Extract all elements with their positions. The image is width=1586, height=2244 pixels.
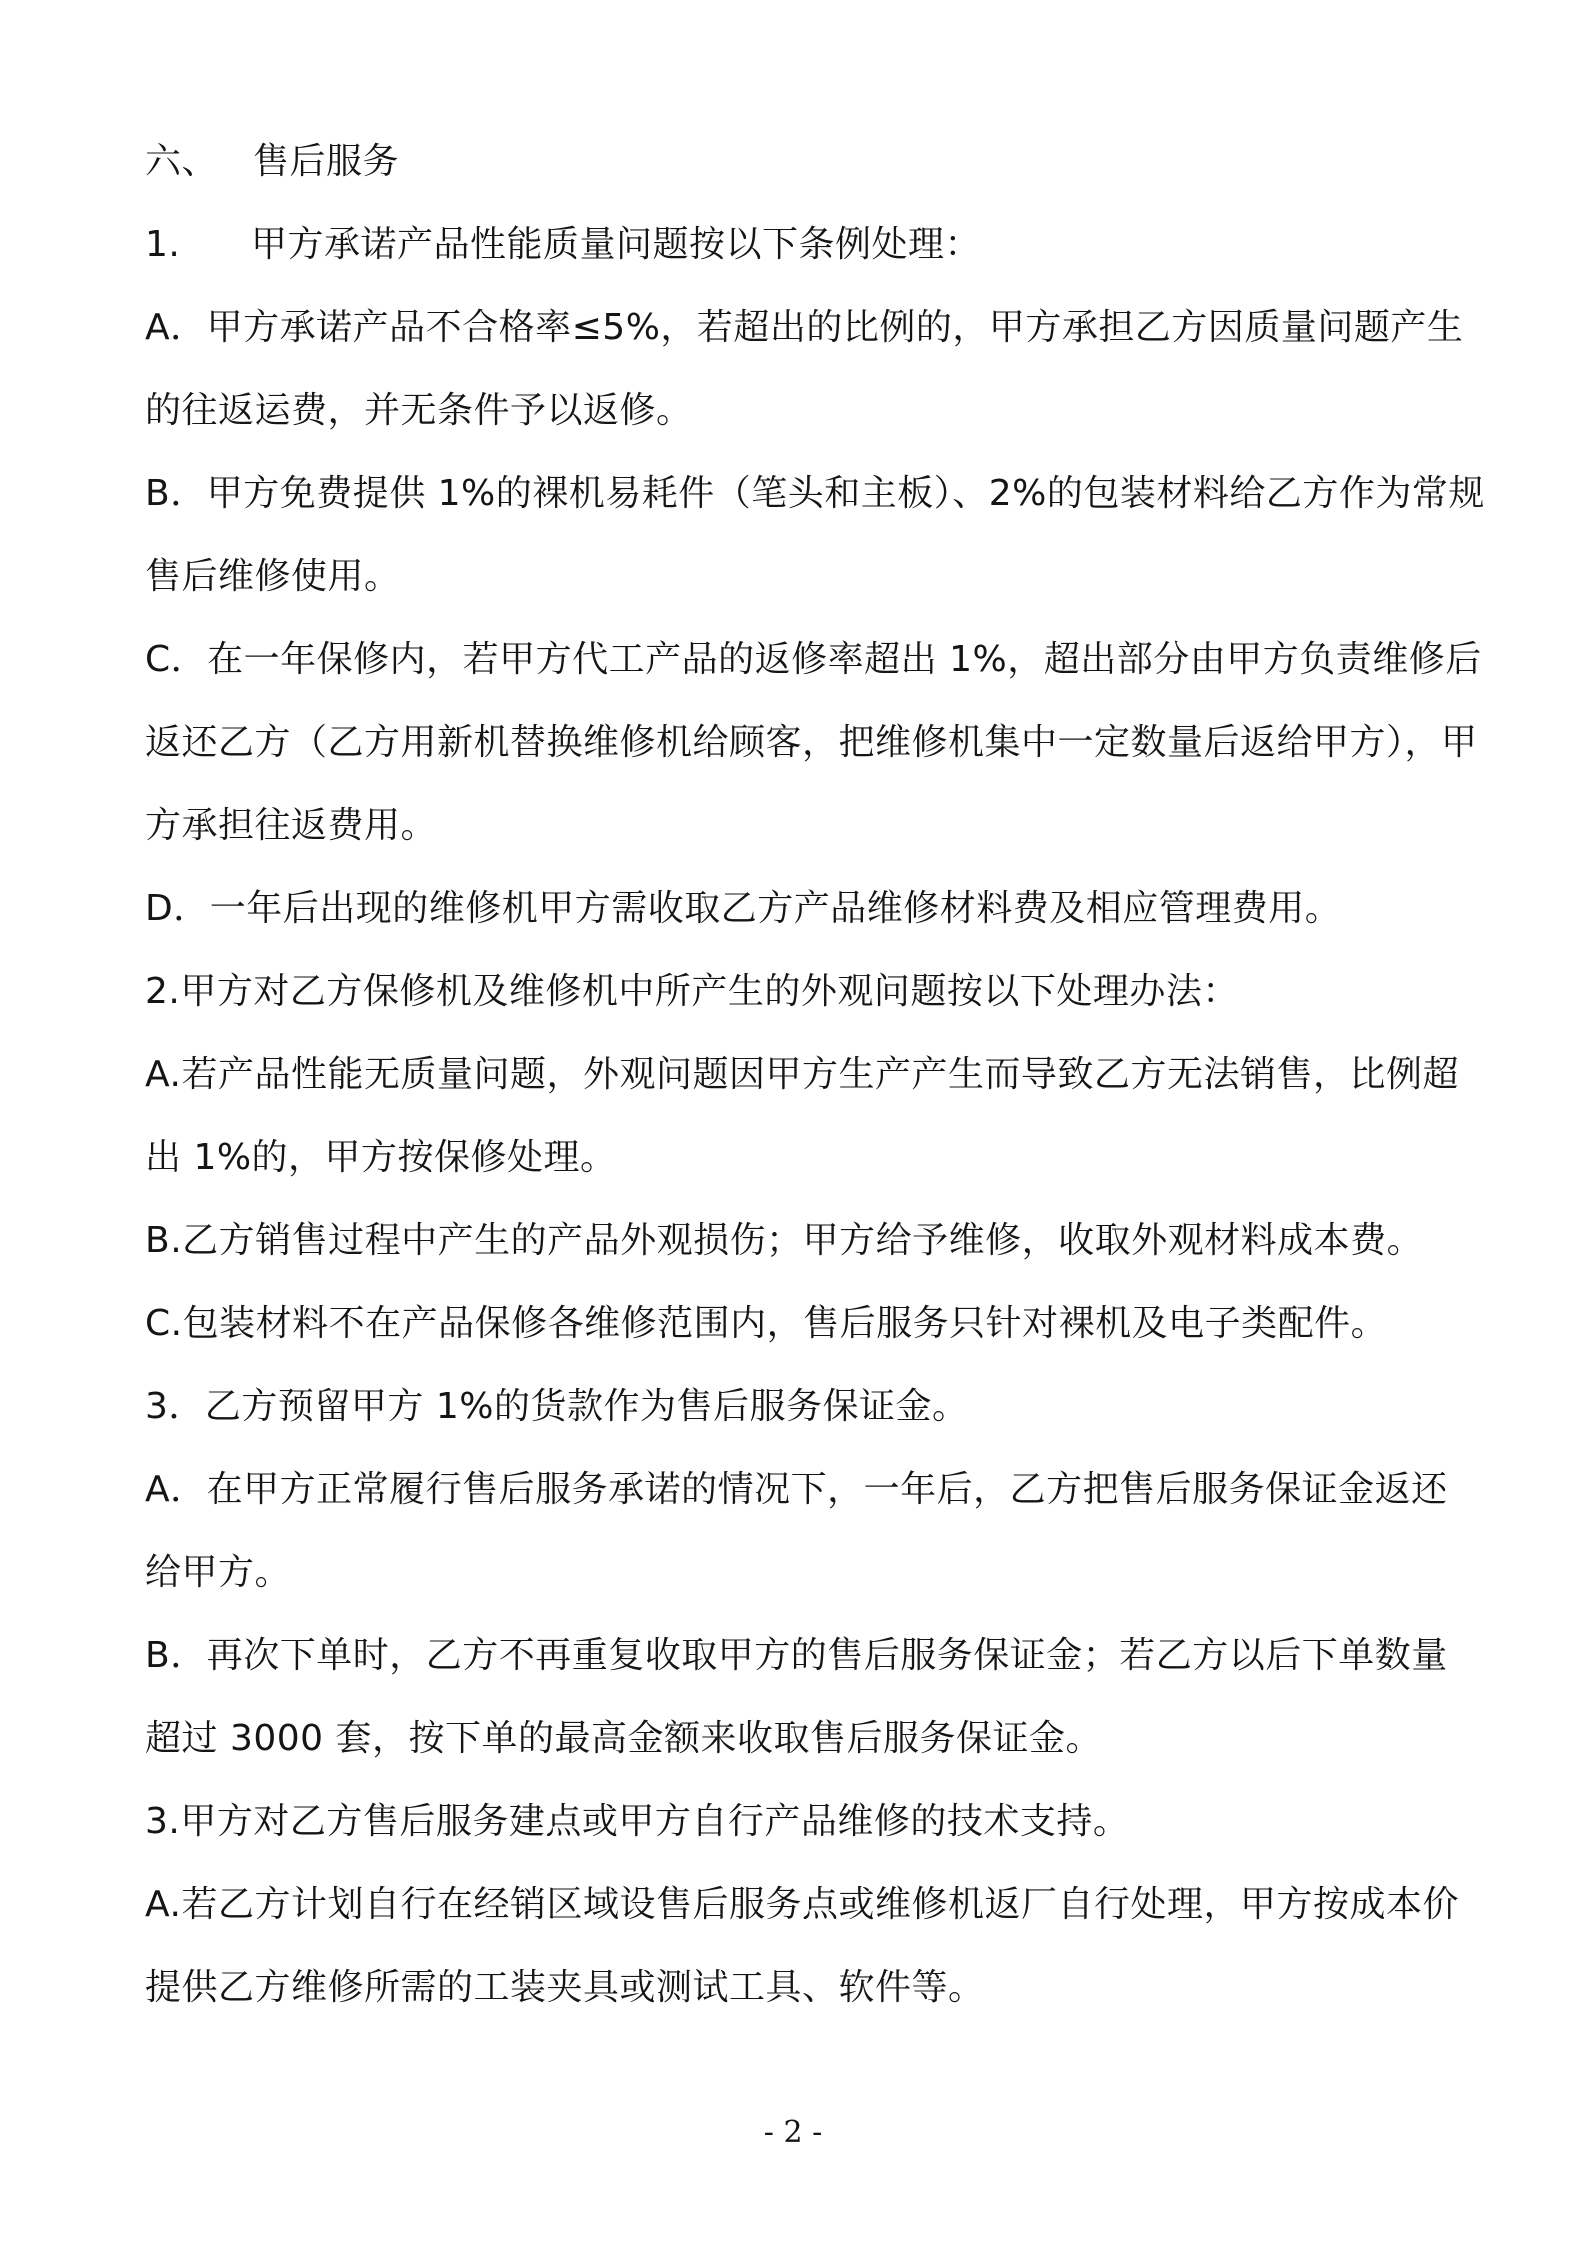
text-line: 3.甲方对乙方售后服务建点或甲方自行产品维修的技术支持。 — [145, 1801, 1130, 1842]
text-line: C．在一年保修内，若甲方代工产品的返修率超出 1%，超出部分由甲方负责维修后 — [145, 639, 1482, 680]
text-line: A．在甲方正常履行售后服务承诺的情况下，一年后，乙方把售后服务保证金返还 — [145, 1469, 1448, 1510]
text-line: A.若产品性能无质量问题，外观问题因甲方生产产生而导致乙方无法销售，比例超 — [145, 1054, 1459, 1095]
section-heading — [145, 140, 399, 184]
text-line: 售后维修使用。 — [145, 556, 401, 597]
text-line: D．一年后出现的维修机甲方需收取乙方产品维修材料费及相应管理费用。 — [145, 888, 1342, 929]
text-line: B．再次下单时，乙方不再重复收取甲方的售后服务保证金；若乙方以后下单数量 — [145, 1635, 1448, 1676]
text-line: 给甲方。 — [145, 1552, 292, 1593]
section-title: 售后服务 — [253, 141, 400, 182]
text-line: 出 1%的，甲方按保修处理。 — [145, 1137, 617, 1178]
clause-number: 1. — [145, 224, 181, 265]
text-line: 超过 3000 套，按下单的最高金额来收取售后服务保证金。 — [145, 1718, 1103, 1759]
text-line: 返还乙方（乙方用新机替换维修机给顾客，把维修机集中一定数量后返给甲方），甲 — [145, 722, 1478, 763]
clause-text: 甲方承诺产品性能质量问题按以下条例处理： — [251, 224, 982, 265]
text-line: 2.甲方对乙方保修机及维修机中所产生的外观问题按以下处理办法： — [145, 971, 1239, 1012]
text-line: A．甲方承诺产品不合格率≤5%，若超出的比例的，甲方承担乙方因质量问题产生 — [145, 307, 1464, 348]
text-line: B．甲方免费提供 1%的裸机易耗件（笔头和主板）、2%的包装材料给乙方作为常规 — [145, 473, 1485, 514]
text-line: 的往返运费，并无条件予以返修。 — [145, 390, 693, 431]
text-line: 3．乙方预留甲方 1%的货款作为售后服务保证金。 — [145, 1386, 969, 1427]
text-line: 方承担往返费用。 — [145, 805, 438, 846]
text-line: C.包装材料不在产品保修各维修范围内，售后服务只针对裸机及电子类配件。 — [145, 1303, 1388, 1344]
clause-heading — [145, 223, 981, 267]
page-number: - 2 - — [763, 2115, 823, 2150]
text-line: A.若乙方计划自行在经销区域设售后服务点或维修机返厂自行处理，甲方按成本价 — [145, 1884, 1459, 1925]
text-line: B.乙方销售过程中产生的产品外观损伤；甲方给予维修，收取外观材料成本费。 — [145, 1220, 1424, 1261]
section-number: 六、 — [145, 141, 219, 182]
text-line: 提供乙方维修所需的工装夹具或测试工具、软件等。 — [145, 1967, 985, 2008]
